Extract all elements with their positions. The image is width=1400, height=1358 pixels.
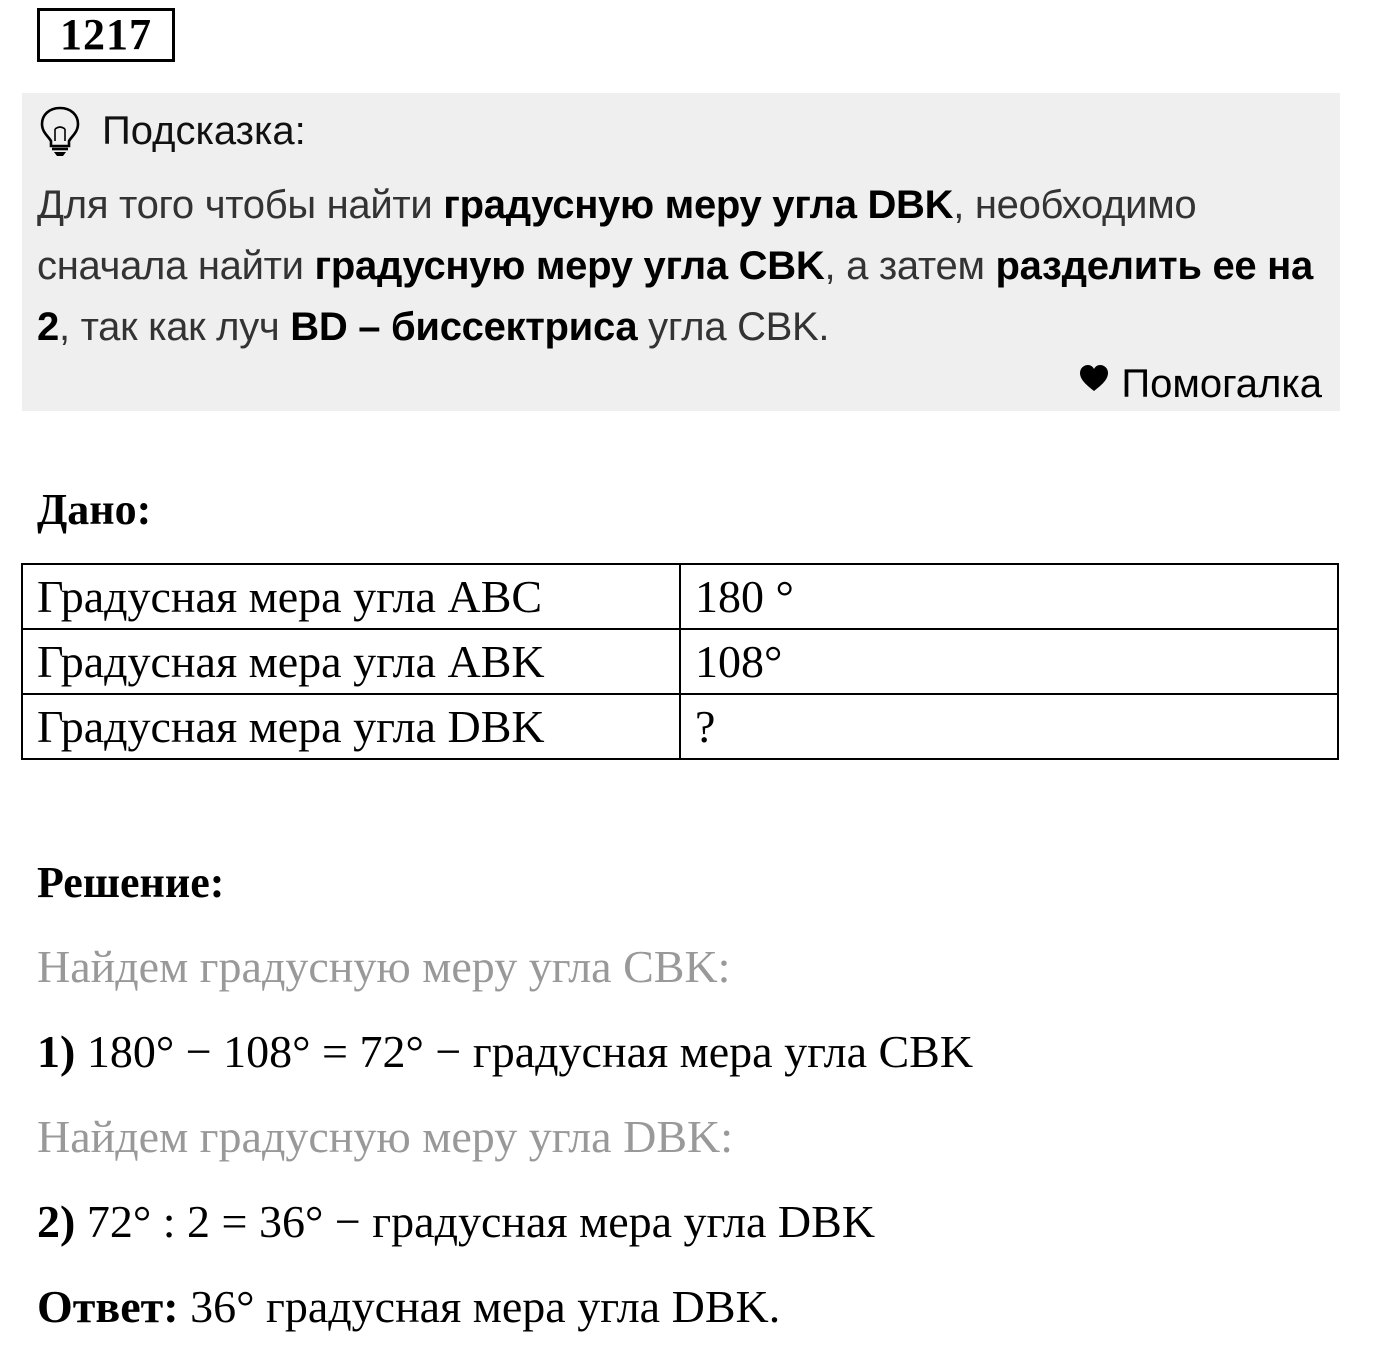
hint-text-part: , а затем [824,244,996,288]
hint-box [22,93,1340,411]
solution-step-1 [37,1025,973,1079]
table-row [22,629,1338,694]
hint-text-part-bold: разделить ее на 2 [37,244,1313,349]
answer-text: 36° градусная мера угла DBK. [178,1281,781,1332]
hint-title: Подсказка: [102,109,306,153]
hint-text-part: , необходимо сначала найти [37,183,1197,288]
given-label: Градусная мера угла ABC [22,564,680,629]
hint-text-part: Для того чтобы найти [37,183,444,227]
hint-text-part-bold: BD – биссектриса [290,305,638,349]
hint-text [37,175,1327,358]
heart-icon [1079,364,1109,392]
given-value: 108° [680,629,1338,694]
solution-step-2 [37,1195,875,1249]
answer-label: Ответ: [37,1281,179,1332]
lightbulb-icon [38,105,82,157]
task-number: 1217 [37,8,175,62]
step-number: 1) [37,1026,76,1077]
given-label: Градусная мера угла ABK [22,629,680,694]
given-title: Дано: [37,485,152,534]
given-table [21,563,1339,760]
hint-credit-label: Помогалка [1121,362,1322,406]
hint-text-part: угла CBK. [637,305,830,349]
hint-text-part: , так как луч [58,305,291,349]
hint-text-part-bold: градусную меру угла CBK [314,244,825,288]
given-value: 180 ° [680,564,1338,629]
step-text: 180° − 108° = 72° − градусная мера угла CBK [75,1026,974,1077]
solution-intro-1: Найдем градусную меру угла CBK: [37,941,731,992]
answer-line [37,1280,780,1334]
solution-intro-2: Найдем градусную меру угла DBK: [37,1111,733,1162]
step-text: 72° : 2 = 36° − градусная мера угла DBK [75,1196,876,1247]
given-label: Градусная мера угла DBK [22,694,680,759]
solution-title: Решение: [37,858,225,907]
table-row [22,564,1338,629]
hint-text-part-bold: градусную меру угла DBK [443,183,954,227]
step-number: 2) [37,1196,76,1247]
table-row [22,694,1338,759]
given-value: ? [680,694,1338,759]
hint-credit [1079,360,1322,408]
